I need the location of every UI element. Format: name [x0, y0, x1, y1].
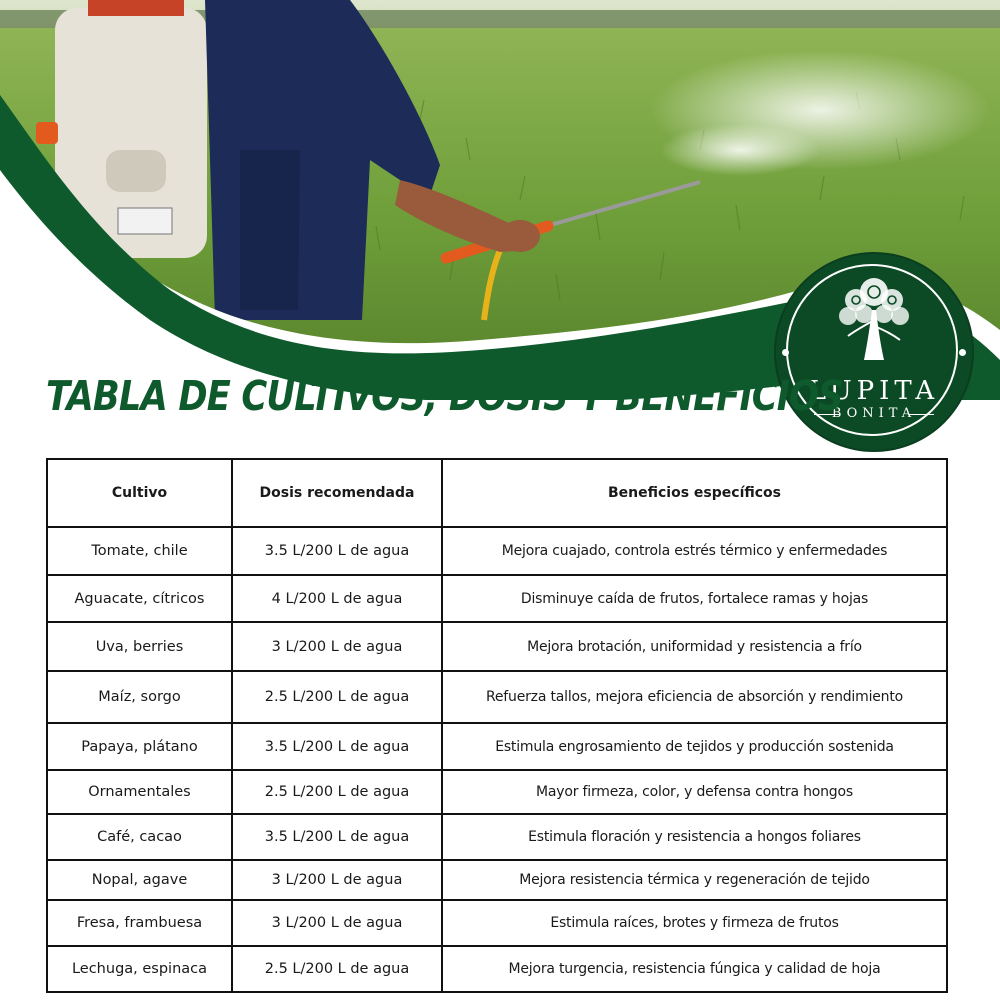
- table-row: [47, 622, 947, 671]
- table-row: [47, 671, 947, 723]
- cell-cultivo: Maíz, sorgo: [47, 671, 232, 723]
- cell-cultivo: Fresa, frambuesa: [47, 900, 232, 946]
- cell-beneficios: Mejora cuajado, controla estrés térmico y enfermedades: [442, 527, 947, 575]
- header-cultivo: Cultivo: [47, 459, 232, 527]
- brand-logo: [776, 254, 972, 450]
- tree-woman-icon: [834, 270, 914, 366]
- cell-dosis: 2.5 L/200 L de agua: [232, 671, 442, 723]
- table-header-row: [47, 459, 947, 527]
- table-row: [47, 527, 947, 575]
- cell-cultivo: Ornamentales: [47, 770, 232, 814]
- cell-cultivo: Lechuga, espinaca: [47, 946, 232, 992]
- cell-cultivo: Papaya, plátano: [47, 723, 232, 770]
- logo-dot-left: [782, 349, 789, 356]
- cell-cultivo: Nopal, agave: [47, 860, 232, 900]
- table-row: [47, 860, 947, 900]
- cell-cultivo: Café, cacao: [47, 814, 232, 860]
- cell-dosis: 3 L/200 L de agua: [232, 900, 442, 946]
- cell-beneficios: Estimula floración y resistencia a hongos foliares: [442, 814, 947, 860]
- cell-cultivo: Aguacate, cítricos: [47, 575, 232, 622]
- table-row: [47, 900, 947, 946]
- logo-dot-right: [959, 349, 966, 356]
- cell-dosis: 3 L/200 L de agua: [232, 860, 442, 900]
- cell-beneficios: Disminuye caída de frutos, fortalece ramas y hojas: [442, 575, 947, 622]
- cell-dosis: 4 L/200 L de agua: [232, 575, 442, 622]
- header-beneficios: Beneficios específicos: [442, 459, 947, 527]
- cell-cultivo: Tomate, chile: [47, 527, 232, 575]
- cell-beneficios: Mejora brotación, uniformidad y resistencia a frío: [442, 622, 947, 671]
- cell-cultivo: Uva, berries: [47, 622, 232, 671]
- cell-dosis: 3 L/200 L de agua: [232, 622, 442, 671]
- cell-dosis: 3.5 L/200 L de agua: [232, 723, 442, 770]
- logo-brand-sub: BONITA: [831, 406, 917, 421]
- cell-beneficios: Mayor firmeza, color, y defensa contra hongos: [442, 770, 947, 814]
- cell-beneficios: Mejora turgencia, resistencia fúngica y calidad de hoja: [442, 946, 947, 992]
- table-row: [47, 946, 947, 992]
- table-row: [47, 814, 947, 860]
- page-title: TABLA DE CULTIVOS, DOSIS Y BENEFICIOS: [46, 372, 843, 420]
- cell-beneficios: Estimula engrosamiento de tejidos y producción sostenida: [442, 723, 947, 770]
- table-row: [47, 575, 947, 622]
- table-row: [47, 770, 947, 814]
- cell-beneficios: Estimula raíces, brotes y firmeza de frutos: [442, 900, 947, 946]
- cell-dosis: 2.5 L/200 L de agua: [232, 946, 442, 992]
- table-row: [47, 723, 947, 770]
- logo-brand-name: LUPITA: [808, 376, 940, 406]
- cell-dosis: 3.5 L/200 L de agua: [232, 814, 442, 860]
- cell-dosis: 3.5 L/200 L de agua: [232, 527, 442, 575]
- cell-beneficios: Refuerza tallos, mejora eficiencia de absorción y rendimiento: [442, 671, 947, 723]
- cell-dosis: 2.5 L/200 L de agua: [232, 770, 442, 814]
- header-dosis: Dosis recomendada: [232, 459, 442, 527]
- crops-table: [46, 458, 948, 993]
- cell-beneficios: Mejora resistencia térmica y regeneración de tejido: [442, 860, 947, 900]
